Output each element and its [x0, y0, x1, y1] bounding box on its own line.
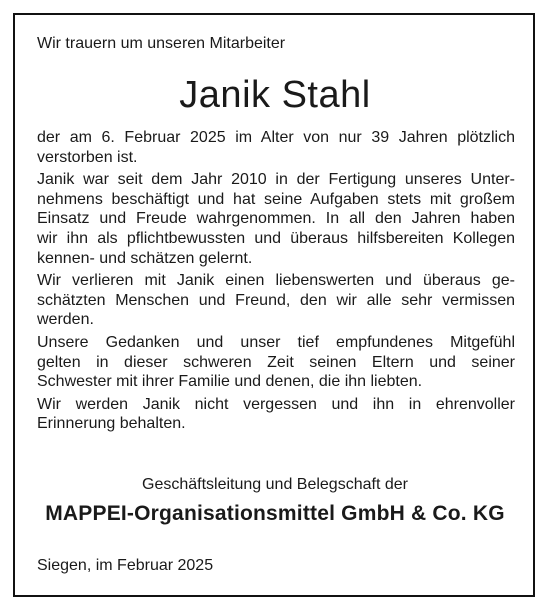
- text-line: Schwester mit ihrer Familie und denen, die ihn liebten.: [37, 373, 423, 391]
- paragraph-loss: [37, 271, 515, 330]
- text-line: Einsatz und Freude wahrgenommen. In all den Jahren haben: [37, 210, 515, 228]
- paragraph-career: [37, 170, 515, 268]
- text-line: Erinnerung behalten.: [37, 415, 186, 433]
- text-line: Wir werden Janik nicht vergessen und ihn in ehrenvoller: [37, 395, 515, 413]
- text-line: wir ihn als pflichtbewussten und überaus hilfsbereiten Kollegen: [37, 229, 515, 247]
- text-line: der am 6. Februar 2025 im Alter von nur 39 Jahren plötzlich: [37, 129, 515, 146]
- paragraph-condolences: [37, 333, 515, 392]
- deceased-name: Janik Stahl: [179, 74, 371, 116]
- text-line: Janik war seit dem Jahr 2010 in der Fertigung unseres Unter-: [37, 171, 515, 189]
- text-line: gelten in dieser schweren Zeit seinen Eltern und seiner: [37, 353, 515, 371]
- text-line: nehmens beschäftigt und hat seine Aufgaben stets mit großem: [37, 190, 515, 208]
- paragraph-death-date: [37, 128, 515, 167]
- text-line: verstorben ist.: [37, 148, 138, 166]
- text-line: schätzten Menschen und Freund, den wir alle sehr vermissen: [37, 291, 515, 309]
- text-line: kennen- und schätzen gelernt.: [37, 249, 253, 267]
- place-date: Siegen, im Februar 2025: [37, 557, 214, 574]
- notice-body: [37, 128, 515, 437]
- intro-line: Wir trauern um unseren Mitarbeiter: [37, 35, 286, 52]
- company-name: MAPPEI-Organisationsmittel GmbH & Co. KG: [45, 502, 505, 525]
- paragraph-remembrance: [37, 395, 515, 434]
- text-line: Unsere Gedanken und unser tief empfundenes Mitgefühl: [37, 333, 515, 351]
- text-line: Wir verlieren mit Janik einen liebenswerten und überaus ge-: [37, 272, 515, 290]
- text-line: werden.: [37, 311, 94, 329]
- signature-line: Geschäftsleitung und Belegschaft der: [142, 476, 408, 493]
